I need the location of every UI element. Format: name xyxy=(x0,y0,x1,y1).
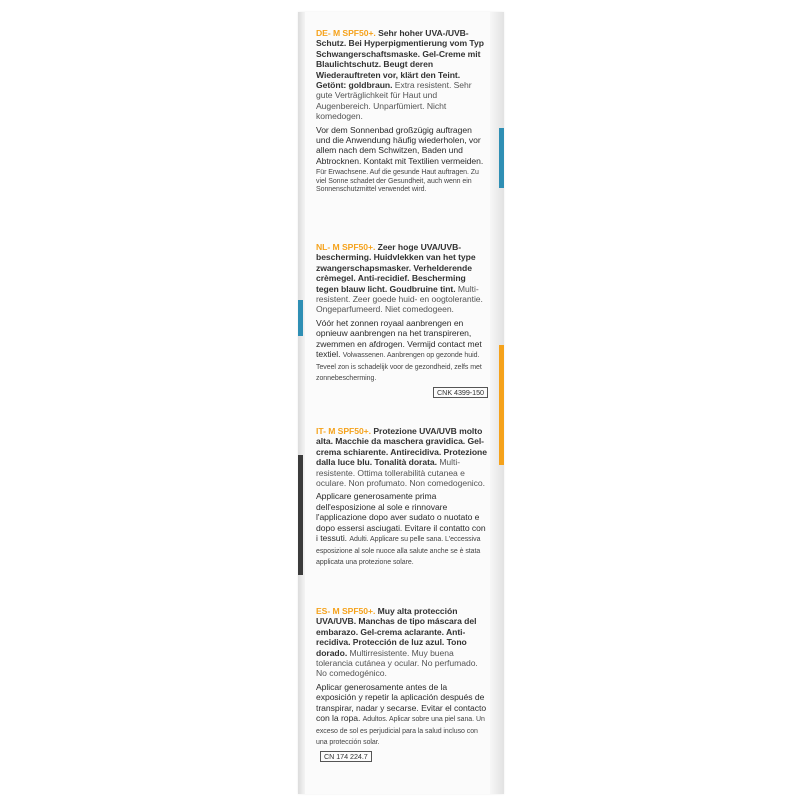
right-blue-stripe xyxy=(499,128,504,188)
panel-sub: Extra resistent. Sehr gute Verträglichkeit für Haut und Augenbereich. Unparfümiert. Nicht komedogen. xyxy=(316,80,472,122)
panel-small: Adulti. Applicare su pelle sana. L'eccessiva esposizione al sole nuoce alla salute anche se è stata applicata una protezione solare. xyxy=(316,536,481,567)
panel-usage: Vóór het zonnen royaal aanbrengen en opnieuw aanbrengen na het transpireren, zwemmen en afdrogen. Vermijd contact met textiel. xyxy=(316,317,482,360)
panel-lead: Muy alta protección UVA/UVB. Manchas de tipo máscara del embarazo. Gel-crema aclarante. Anti-recidiva. Protección de luz azul. Tono dorado. xyxy=(316,606,477,658)
panel-code: NL- M SPF50+. xyxy=(316,242,376,252)
panel-sub: Multi-resistente. Ottima tollerabilità cutanea e oculare. Non profumato. Non comedogenico. xyxy=(316,457,485,489)
panel-lead: Protezione UVA/UVB molto alta. Macchie da maschera gravidica. Gel-crema schiarente. Antirecidiva. Protezione dalla luce blu. Tonalità dorata. xyxy=(316,426,487,468)
panel-it xyxy=(316,426,488,571)
panel-de xyxy=(316,28,488,198)
right-orange-stripe xyxy=(499,345,504,465)
panel-usage: Applicare generosamente prima dell'esposizione al sole e rinnovare l'applicazione dopo aver sudato o nuotato e dopo essersi asciugati. Evitare il contatto con i tessuti. xyxy=(316,491,486,544)
left-dark-stripe xyxy=(298,455,303,575)
panel-es xyxy=(316,606,488,762)
panel-code: ES- M SPF50+. xyxy=(316,606,376,616)
panel-small: Volwassenen. Aanbrengen op gezonde huid. Teveel zon is schadelijk voor de gezondheid, zelfs met zonnebescherming. xyxy=(316,352,482,383)
panel-code: IT- M SPF50+. xyxy=(316,426,371,436)
panel-code: DE- M SPF50+. xyxy=(316,28,376,38)
cnk-code: CNK 4399-150 xyxy=(433,387,488,398)
panel-nl xyxy=(316,242,488,398)
panel-usage: Aplicar generosamente antes de la exposición y repetir la aplicación después de transpirar, nadar y secarse. Evitar el contacto con la ropa. xyxy=(316,681,487,724)
panel-small: Adultos. Aplicar sobre una piel sana. Un exceso de sol es perjudicial para la salud incluso con una protección solar. xyxy=(316,716,485,747)
box-left-edge xyxy=(298,12,305,794)
panel-sub: Multi-resistent. Zeer goede huid- en oogtolerantie. Ongeparfumeerd. Niet comedogeen. xyxy=(316,283,483,315)
cn-code: CN 174 224.7 xyxy=(320,751,372,762)
panel-sub: Multirresistente. Muy buena tolerancia cutánea y ocular. No perfumado. No comedogénico. xyxy=(316,647,478,679)
panel-small: Für Erwachsene. Auf die gesunde Haut auftragen. Zu viel Sonne schadet der Gesundheit, auch wenn ein Sonnenschutzmittel verwendet wird. xyxy=(316,169,479,194)
panel-lead: Zeer hoge UVA/UVB-bescherming. Huidvlekken van het type zwangerschapsmasker. Verhelderende crèmegel. Anti-recidief. Bescherming tegen blauw licht. Goudbruine tint. xyxy=(316,242,476,294)
left-blue-stripe xyxy=(298,300,303,336)
panel-lead: Sehr hoher UVA-/UVB-Schutz. Bei Hyperpigmentierung vom Typ Schwangerschaftsmaske. Gel-Creme mit Blaulichtschutz. Beugt deren Wiederauftreten vor, klärt den Teint. Getönt: goldbraun. xyxy=(316,28,484,91)
panel-usage: Vor dem Sonnenbad großzügig auftragen und die Anwendung häufig wiederholen, vor allem nach dem Schwitzen, Baden und Abtrocknen. Kontakt mit Textilien vermeiden. xyxy=(316,124,484,166)
